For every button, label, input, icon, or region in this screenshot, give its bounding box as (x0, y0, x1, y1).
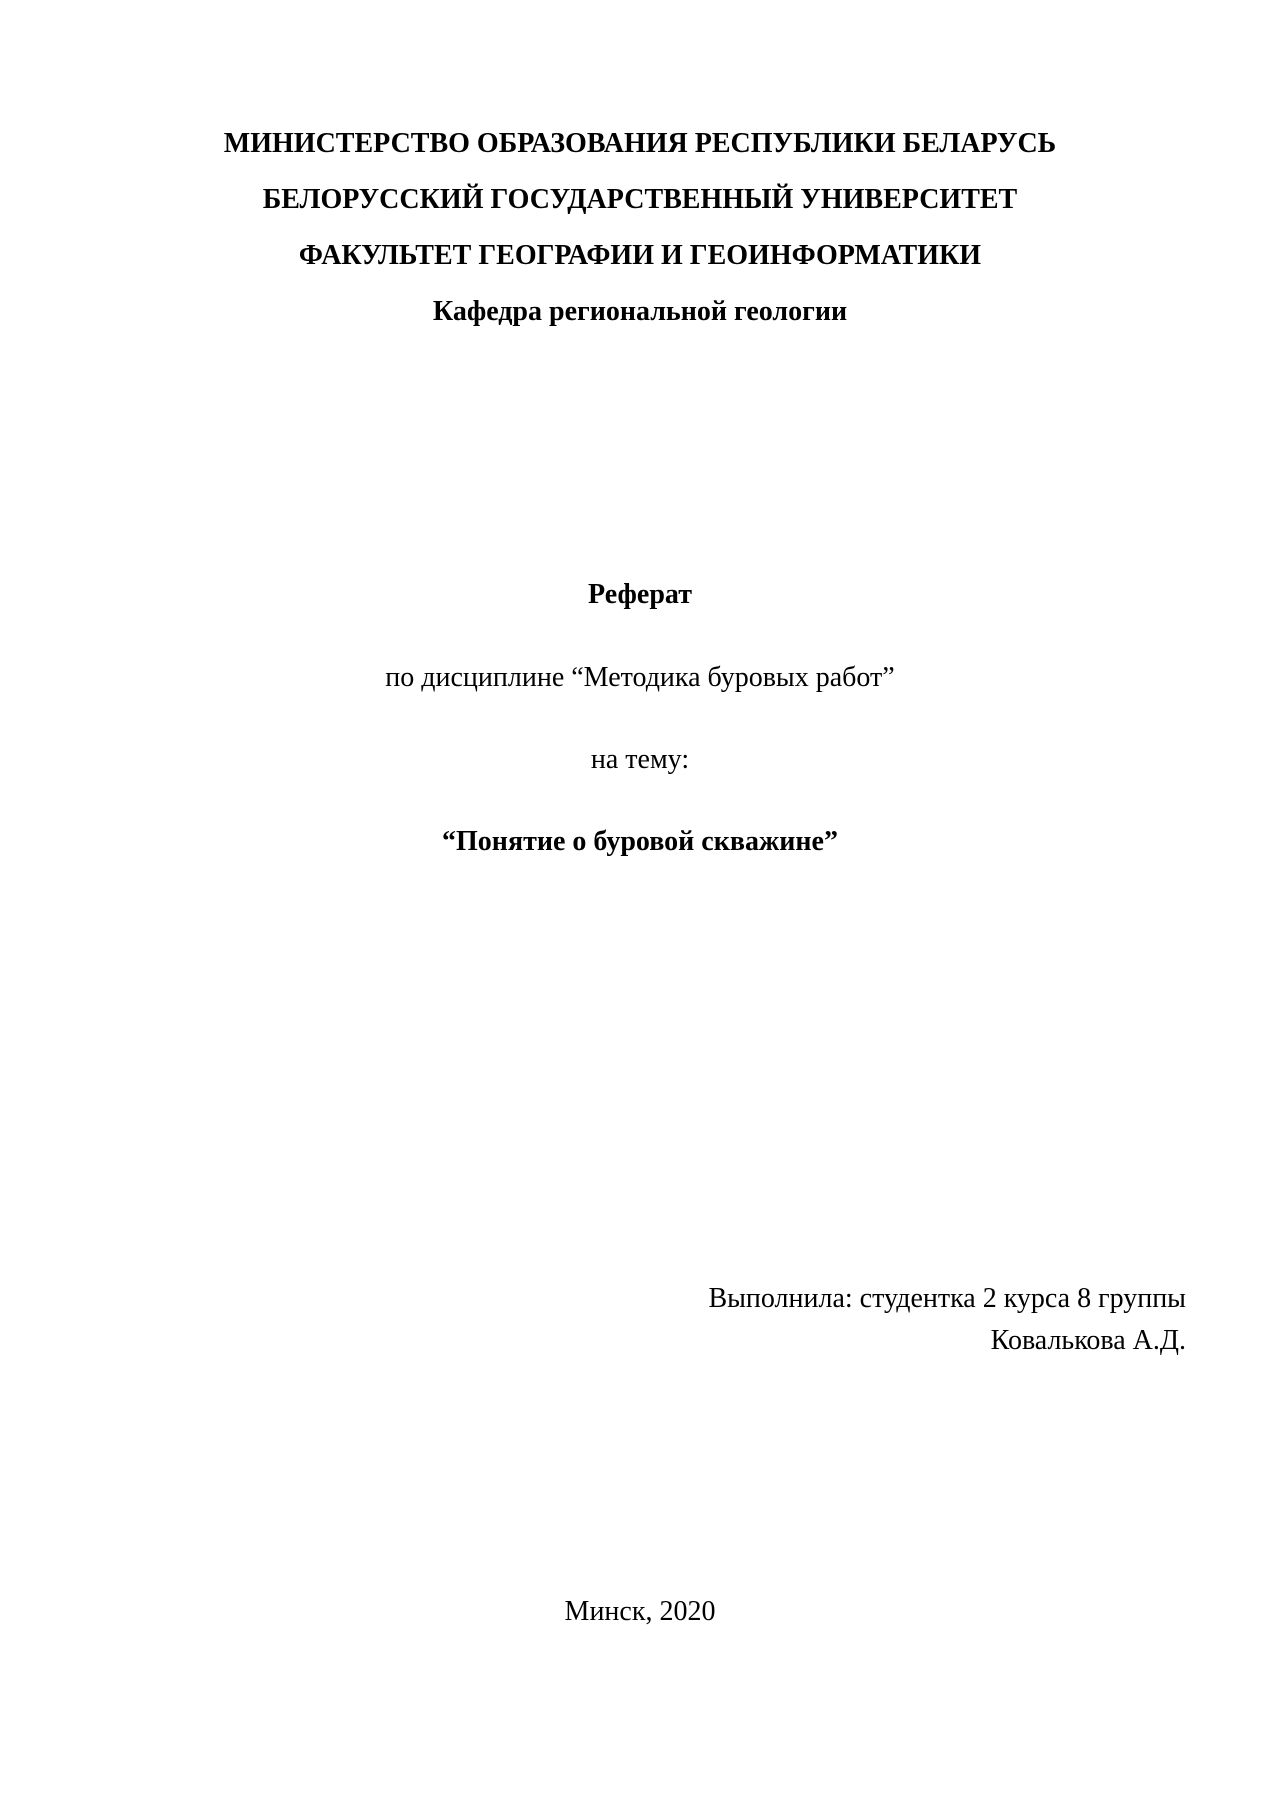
author-name: Ковалькова А.Д. (990, 1325, 1186, 1356)
author-description: Выполнила: студентка 2 курса 8 группы (708, 1283, 1186, 1314)
ministry-heading: МИНИСТЕРСТВО ОБРАЗОВАНИЯ РЕСПУБЛИКИ БЕЛАРУСЬ (223, 128, 1057, 159)
city-year: Минск, 2020 (564, 1596, 716, 1627)
university-heading: БЕЛОРУССКИЙ ГОСУДАРСТВЕННЫЙ УНИВЕРСИТЕТ (262, 184, 1018, 215)
department-heading: Кафедра региональной геологии (432, 296, 848, 327)
faculty-heading: ФАКУЛЬТЕТ ГЕОГРАФИИ И ГЕОИНФОРМАТИКИ (298, 240, 982, 271)
theme-intro-line: на тему: (590, 744, 690, 775)
topic-title: “Понятие о буровой скважине” (442, 826, 838, 857)
document-type-title: Реферат (588, 579, 692, 610)
discipline-line: по дисциплине “Методика буровых работ” (385, 662, 895, 693)
